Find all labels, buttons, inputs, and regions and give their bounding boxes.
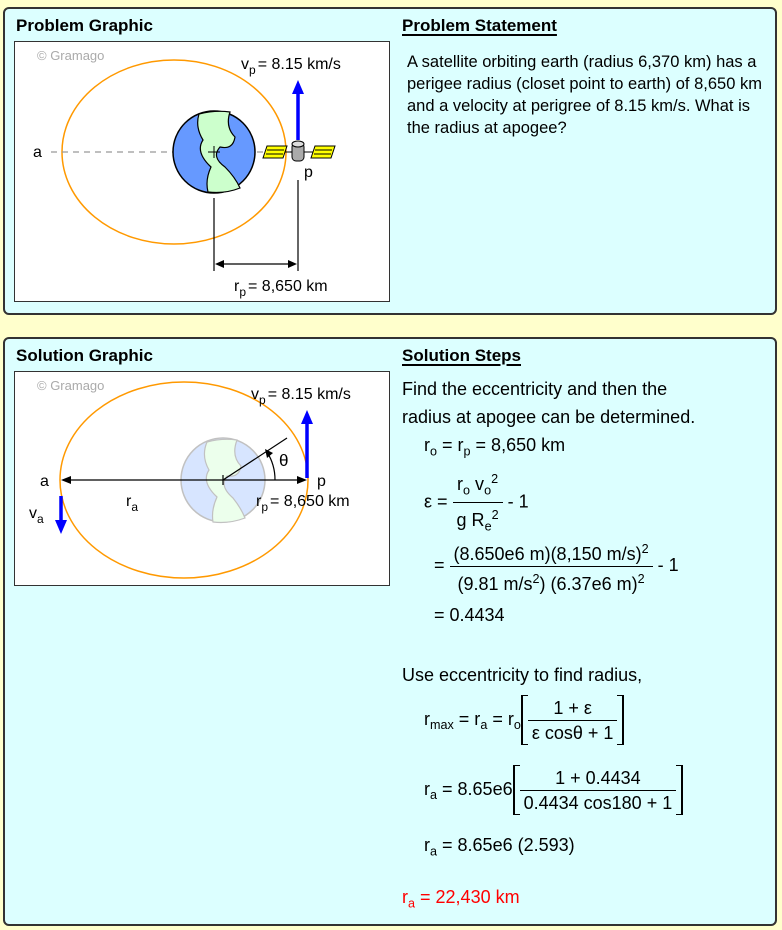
eq-ro-rp: $r_o = r_p = 8,650$ km bbox=[424, 435, 566, 459]
velocity-arrow-vp bbox=[301, 410, 313, 478]
watermark: © Gramago bbox=[37, 48, 105, 63]
earth-icon bbox=[173, 111, 255, 193]
eq-eccentricity-result: = 0.4434 bbox=[434, 605, 505, 625]
eq-eccentricity-values: = $\frac{(8.650e6 m)(8,150 m/s)^2}{(9.81 m/s^2) (6.37e6 m)^2}$ - 1 bbox=[434, 537, 679, 596]
eq-eccentricity-formula: ε = $\frac{r_o v_o^2}{g R_e^2}$ - 1 bbox=[424, 467, 529, 539]
use-eccentricity-line: Use eccentricity to find radius, bbox=[402, 665, 643, 685]
rp-label: $r_p = 8,650$ km bbox=[234, 278, 328, 299]
solution-graphic-title: Solution Graphic bbox=[16, 346, 153, 365]
eq-ra-simplified: $r_a = 8.65e6$ (2.593) bbox=[424, 835, 575, 859]
eq-rmax-formula: $r_{max} = r_a = r_o$ $\frac{1 + \varepsilon}{\text{ε cosθ + 1}}$ bbox=[424, 695, 624, 745]
rp-dimension bbox=[214, 180, 298, 271]
solution-graphic bbox=[14, 371, 390, 586]
intro-line-2: radius at apogee can be determined. bbox=[402, 407, 696, 427]
solution-panel bbox=[3, 337, 777, 926]
va-label: $v_a$ bbox=[29, 505, 44, 526]
apogee-label: a bbox=[40, 473, 49, 490]
perigee-label: p bbox=[304, 164, 313, 181]
eq-ra-substituted: $r_a = 8.65e6$ $\frac{1 + 0.4434}{0.4434 \cos 180 + 1}$ bbox=[424, 765, 683, 815]
vp-label: $v_p = 8.15$ km/s bbox=[251, 386, 351, 407]
theta-label: θ bbox=[279, 451, 289, 470]
velocity-arrow-vp bbox=[292, 80, 304, 140]
problem-statement-text: A satellite orbiting earth (radius 6,370 km) has a perigee radius (closet point to earth) of 8,650 km and a velocity at perigree of 8.15 km/s. What is the radius at apogee? bbox=[407, 53, 762, 137]
perigee-label: p bbox=[317, 473, 326, 490]
problem-graphic bbox=[14, 41, 390, 302]
problem-statement-title: Problem Statement bbox=[402, 16, 557, 35]
rp-label: $r_p = 8,650$ km bbox=[256, 493, 350, 514]
problem-panel bbox=[3, 7, 777, 315]
velocity-arrow-va bbox=[55, 496, 67, 534]
satellite-icon bbox=[263, 141, 335, 161]
ra-label: $r_a$ bbox=[126, 493, 139, 514]
intro-line-1: Find the eccentricity and then the bbox=[402, 379, 668, 399]
apogee-label: a bbox=[33, 144, 42, 161]
solution-steps-title: Solution Steps bbox=[402, 346, 521, 365]
vp-label: $v_p = 8.15$ km/s bbox=[241, 56, 341, 77]
watermark: © Gramago bbox=[37, 378, 105, 393]
problem-graphic-title: Problem Graphic bbox=[16, 16, 153, 35]
final-answer: $r_a = 22,430$ km bbox=[402, 887, 520, 911]
